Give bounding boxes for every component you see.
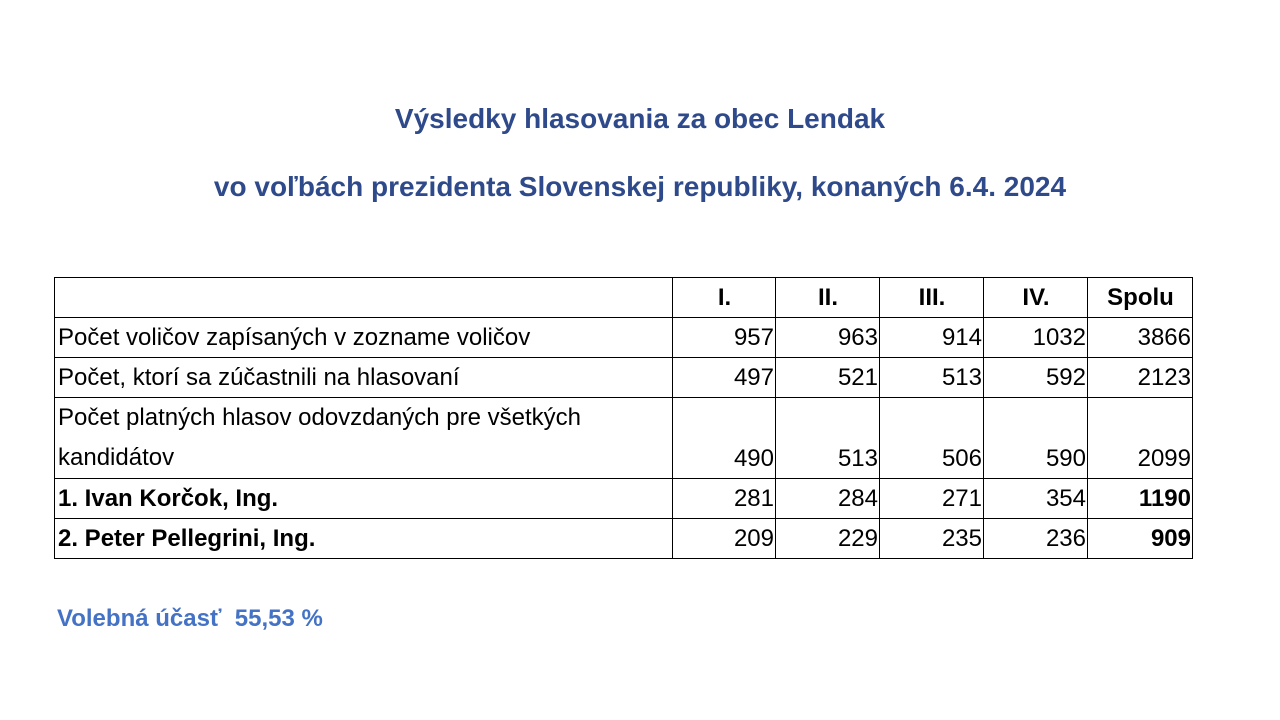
table-row-registered-voters [55, 318, 1193, 358]
cell-total: 2123 [1088, 358, 1193, 398]
header-cell-district-4: IV. [984, 278, 1088, 318]
cell-value: 497 [673, 358, 776, 398]
table-row-valid-votes [55, 398, 1193, 479]
voter-turnout: Volebná účasť 55,53 % [57, 605, 323, 632]
cell-value: 513 [880, 358, 984, 398]
cell-total: 1190 [1088, 479, 1193, 519]
cell-value: 521 [776, 358, 880, 398]
cell-value: 284 [776, 479, 880, 519]
cell-value: 963 [776, 318, 880, 358]
cell-total: 909 [1088, 519, 1193, 559]
cell-value: 354 [984, 479, 1088, 519]
cell-value: 281 [673, 479, 776, 519]
cell-value: 590 [984, 398, 1088, 479]
cell-total: 2099 [1088, 398, 1193, 479]
cell-value: 592 [984, 358, 1088, 398]
cell-value: 236 [984, 519, 1088, 559]
cell-value: 235 [880, 519, 984, 559]
table-row-participants [55, 358, 1193, 398]
row-label: Počet, ktorí sa zúčastnili na hlasovaní [55, 358, 673, 398]
cell-value: 209 [673, 519, 776, 559]
row-label: Počet platných hlasov odovzdaných pre všetkých kandidátov [55, 398, 673, 479]
cell-value: 271 [880, 479, 984, 519]
table-header-row [55, 278, 1193, 318]
results-table [54, 277, 1193, 559]
table-row-candidate-korcok [55, 479, 1193, 519]
cell-value: 490 [673, 398, 776, 479]
cell-value: 914 [880, 318, 984, 358]
header-cell-district-2: II. [776, 278, 880, 318]
header-cell-empty [55, 278, 673, 318]
candidate-name: 1. Ivan Korčok, Ing. [55, 479, 673, 519]
candidate-name: 2. Peter Pellegrini, Ing. [55, 519, 673, 559]
cell-value: 229 [776, 519, 880, 559]
header-cell-total: Spolu [1088, 278, 1193, 318]
header-cell-district-3: III. [880, 278, 984, 318]
page-title: Výsledky hlasovania za obec Lendak [394, 103, 886, 134]
cell-value: 1032 [984, 318, 1088, 358]
cell-value: 957 [673, 318, 776, 358]
cell-value: 513 [776, 398, 880, 479]
table-row-candidate-pellegrini [55, 519, 1193, 559]
cell-total: 3866 [1088, 318, 1193, 358]
page-subtitle: vo voľbách prezidenta Slovenskej republiky, konaných 6.4. 2024 [213, 171, 1067, 202]
header-cell-district-1: I. [673, 278, 776, 318]
row-label: Počet voličov zapísaných v zozname voličov [55, 318, 673, 358]
cell-value: 506 [880, 398, 984, 479]
